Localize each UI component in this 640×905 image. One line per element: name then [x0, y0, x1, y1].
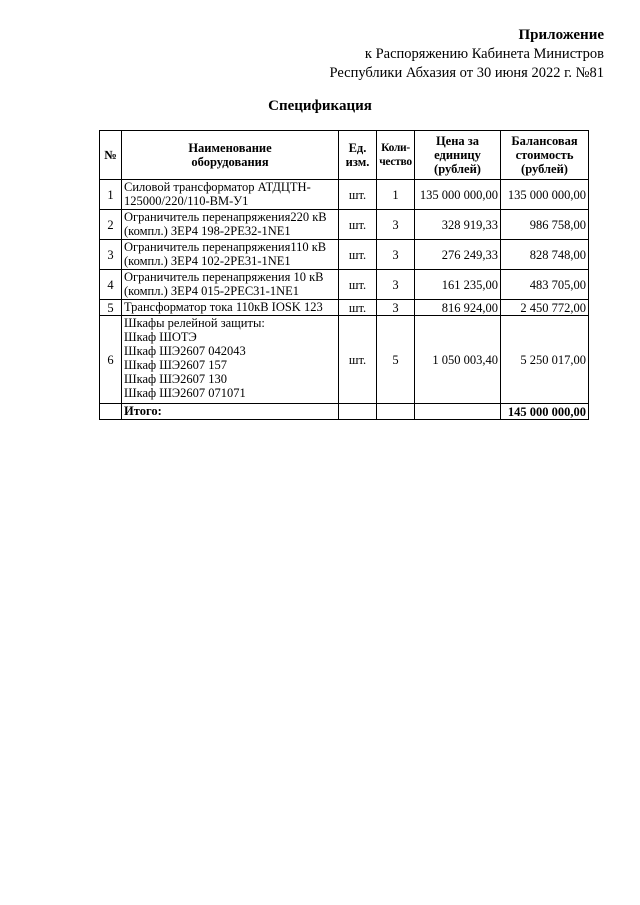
row-name: Ограничитель перенапряжения 10 кВ (компл.) ЗЕР4 015-2РЕС31-1NE1: [122, 270, 339, 300]
row-price: 328 919,33: [415, 210, 501, 240]
row-total: 483 705,00: [501, 270, 589, 300]
row-name: Трансформатор тока 110кВ IOSK 123: [122, 300, 339, 316]
row-price: 816 924,00: [415, 300, 501, 316]
row-price: 135 000 000,00: [415, 180, 501, 210]
col-header-qty: Коли- чество: [377, 131, 415, 180]
row-name: Силовой трансформатор АТДЦТН- 125000/220/110-ВМ-У1: [122, 180, 339, 210]
row-num: 1: [100, 180, 122, 210]
row-qty: 3: [377, 210, 415, 240]
table-row: [100, 270, 589, 300]
row-unit: шт.: [339, 180, 377, 210]
appendix-line-2: Республики Абхазия от 30 июня 2022 г. №81: [329, 65, 604, 81]
spec-table: [99, 130, 589, 420]
row-total: 828 748,00: [501, 240, 589, 270]
total-num-cell: [100, 404, 122, 420]
table-row: [100, 240, 589, 270]
row-num: 4: [100, 270, 122, 300]
total-unit-cell: [339, 404, 377, 420]
row-qty: 5: [377, 316, 415, 404]
table-row: [100, 300, 589, 316]
row-qty: 3: [377, 240, 415, 270]
appendix-title: Приложение: [518, 27, 604, 43]
row-num: 6: [100, 316, 122, 404]
row-unit: шт.: [339, 210, 377, 240]
row-num: 2: [100, 210, 122, 240]
table-row: [100, 180, 589, 210]
row-unit: шт.: [339, 300, 377, 316]
appendix-line-1: к Распоряжению Кабинета Министров: [364, 46, 604, 62]
col-header-num: №: [100, 131, 122, 180]
row-total: 986 758,00: [501, 210, 589, 240]
total-qty-cell: [377, 404, 415, 420]
row-total: 2 450 772,00: [501, 300, 589, 316]
row-total: 135 000 000,00: [501, 180, 589, 210]
col-header-price: Цена за единицу (рублей): [415, 131, 501, 180]
table-header-row: [100, 131, 589, 180]
row-price: 276 249,33: [415, 240, 501, 270]
col-header-balance: Балансовая стоимость (рублей): [501, 131, 589, 180]
row-qty: 3: [377, 270, 415, 300]
row-unit: шт.: [339, 316, 377, 404]
appendix-header: [329, 26, 604, 83]
total-label: Итого:: [122, 404, 339, 420]
total-price-cell: [415, 404, 501, 420]
row-unit: шт.: [339, 270, 377, 300]
row-num: 3: [100, 240, 122, 270]
row-qty: 3: [377, 300, 415, 316]
row-total: 5 250 017,00: [501, 316, 589, 404]
row-qty: 1: [377, 180, 415, 210]
row-price: 161 235,00: [415, 270, 501, 300]
total-row: [100, 404, 589, 420]
row-unit: шт.: [339, 240, 377, 270]
row-price: 1 050 003,40: [415, 316, 501, 404]
col-header-name: Наименование оборудования: [122, 131, 339, 180]
spec-title: Спецификация: [268, 98, 372, 114]
row-name: Шкафы релейной защиты: Шкаф ШОТЭ Шкаф ШЭ2607 042043 Шкаф ШЭ2607 157 Шкаф ШЭ2607 130 Шкаф ШЭ2607 071071: [122, 316, 339, 404]
total-value: 145 000 000,00: [501, 404, 589, 420]
col-header-unit: Ед. изм.: [339, 131, 377, 180]
table-row: [100, 316, 589, 404]
row-num: 5: [100, 300, 122, 316]
row-name: Ограничитель перенапряжения220 кВ (компл.) ЗЕР4 198-2РЕ32-1NE1: [122, 210, 339, 240]
row-name: Ограничитель перенапряжения110 кВ (компл.) ЗЕР4 102-2РЕ31-1NE1: [122, 240, 339, 270]
table-row: [100, 210, 589, 240]
